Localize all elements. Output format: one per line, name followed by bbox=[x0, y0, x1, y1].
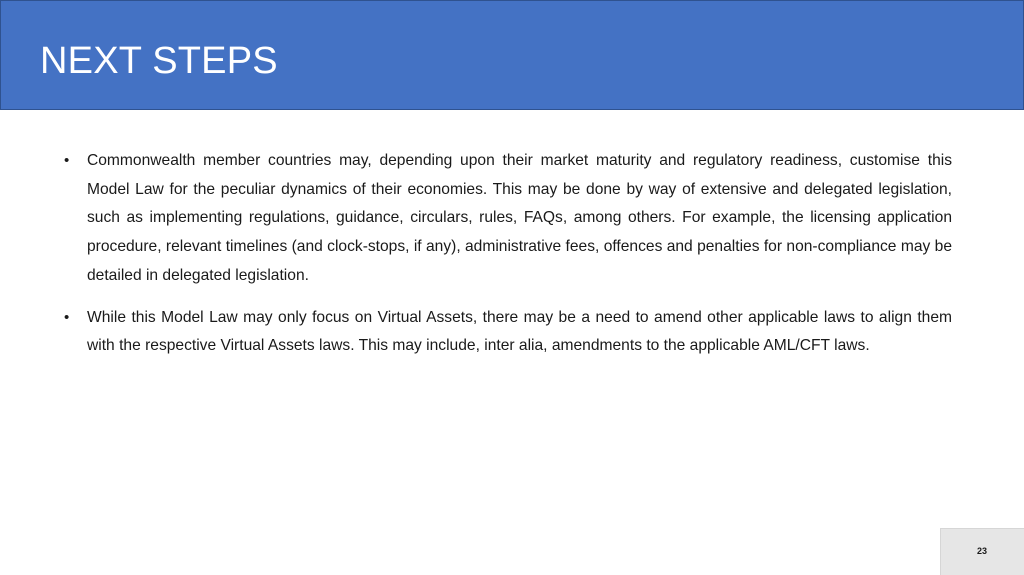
bullet-text: While this Model Law may only focus on Virtual Assets, there may be a need to amend other applicable laws to align them with the respective Virtual Assets laws. This may include, inter alia, amendments to the applicable AML/CFT laws. bbox=[87, 308, 952, 355]
bullet-dot-icon: • bbox=[64, 308, 70, 326]
page-number-box bbox=[940, 528, 1024, 575]
bullet-dot-icon: • bbox=[64, 152, 70, 169]
slide-title: NEXT STEPS bbox=[40, 40, 278, 82]
bullet-item bbox=[64, 147, 952, 291]
bullet-list bbox=[64, 147, 952, 374]
bullet-text: Commonwealth member countries may, depending upon their market maturity and regulatory readiness, customise this Model Law for the peculiar dynamics of their economies. This may be done by way of extensive and delegated legislation, such as implementing regulations, guidance, circulars, rules, FAQs, among others. For example, the licensing application procedure, relevant timelines (and clock-stops, if any), administrative fees, offences and penalties for non-compliance may be detailed in delegated legislation. bbox=[87, 152, 952, 284]
bullet-item bbox=[64, 304, 952, 361]
header-band bbox=[0, 0, 1024, 110]
page-number: 23 bbox=[976, 546, 987, 556]
